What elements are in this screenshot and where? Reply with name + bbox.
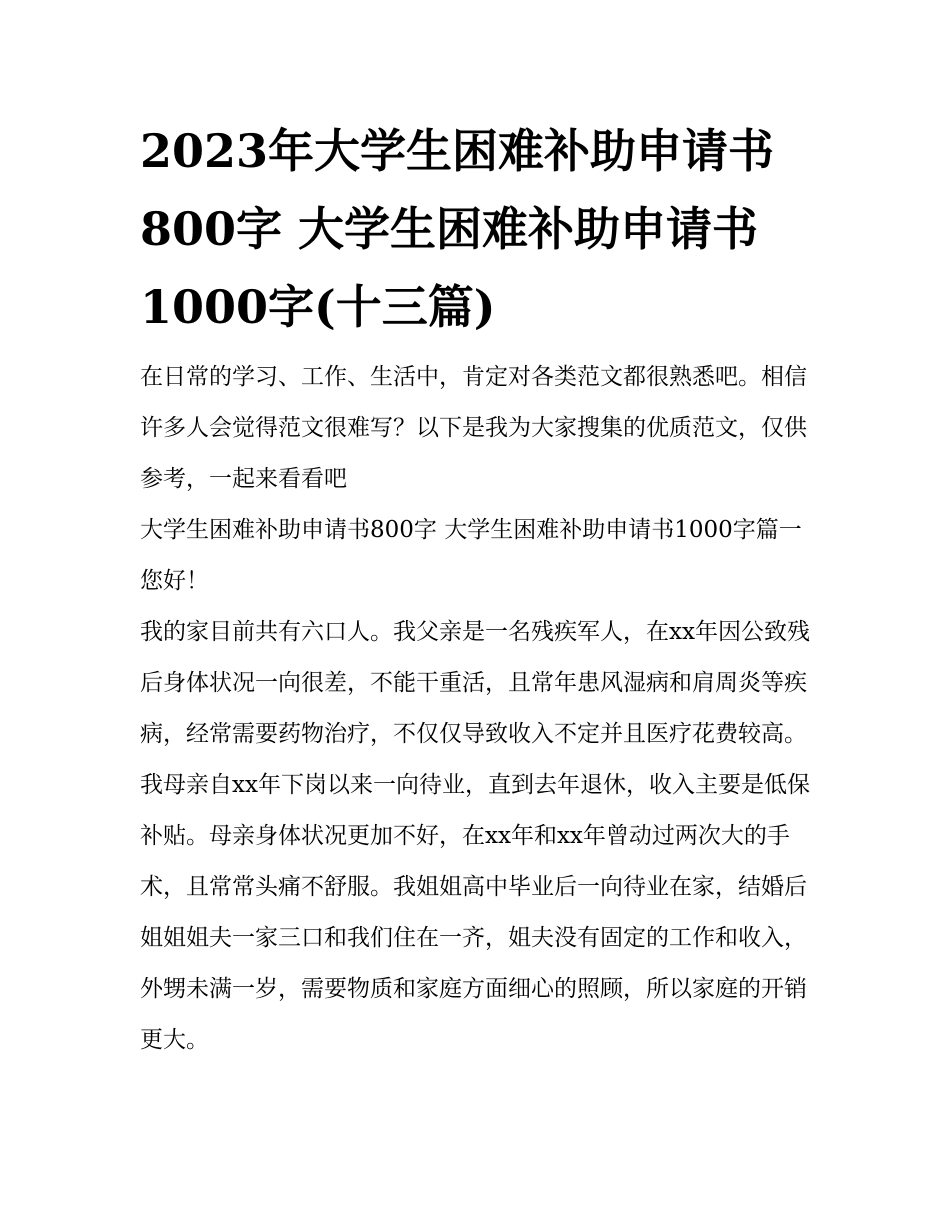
document-body (140, 112, 820, 1066)
paragraph-mother: 我母亲自xx年下岗以来一向待业，直到去年退休，收入主要是低保补贴。母亲身体状况更加不好，在xx年和xx年曾动过两次大的手术，且常常头痛不舒服。我姐姐高中毕业后一向待业在家，结婚后姐姐姐夫一家三口和我们住在一齐，姐夫没有固定的工作和收入，外甥未满一岁，需要物质和家庭方面细心的照顾，所以家庭的开销更大。 (140, 772, 810, 1053)
document-title: 2023年大学生困难补助申请书800字 大学生困难补助申请书1000字(十三篇) (140, 124, 775, 334)
paragraph-intro: 在日常的学习、工作、生活中，肯定对各类范文都很熟悉吧。相信许多人会觉得范文很难写？以下是我为大家搜集的优质范文，仅供参考，一起来看看吧 (140, 364, 807, 492)
paragraph-heading: 大学生困难补助申请书800字 大学生困难补助申请书1000字篇一 您好！ (140, 517, 802, 594)
paragraph-father: 我的家目前共有六口人。我父亲是一名残疾军人，在xx年因公致残后身体状况一向很差，不能干重活，且常年患风湿病和肩周炎等疾病，经常需要药物治疗，不仅仅导致收入不定并且医疗花费较高。 (140, 619, 810, 747)
